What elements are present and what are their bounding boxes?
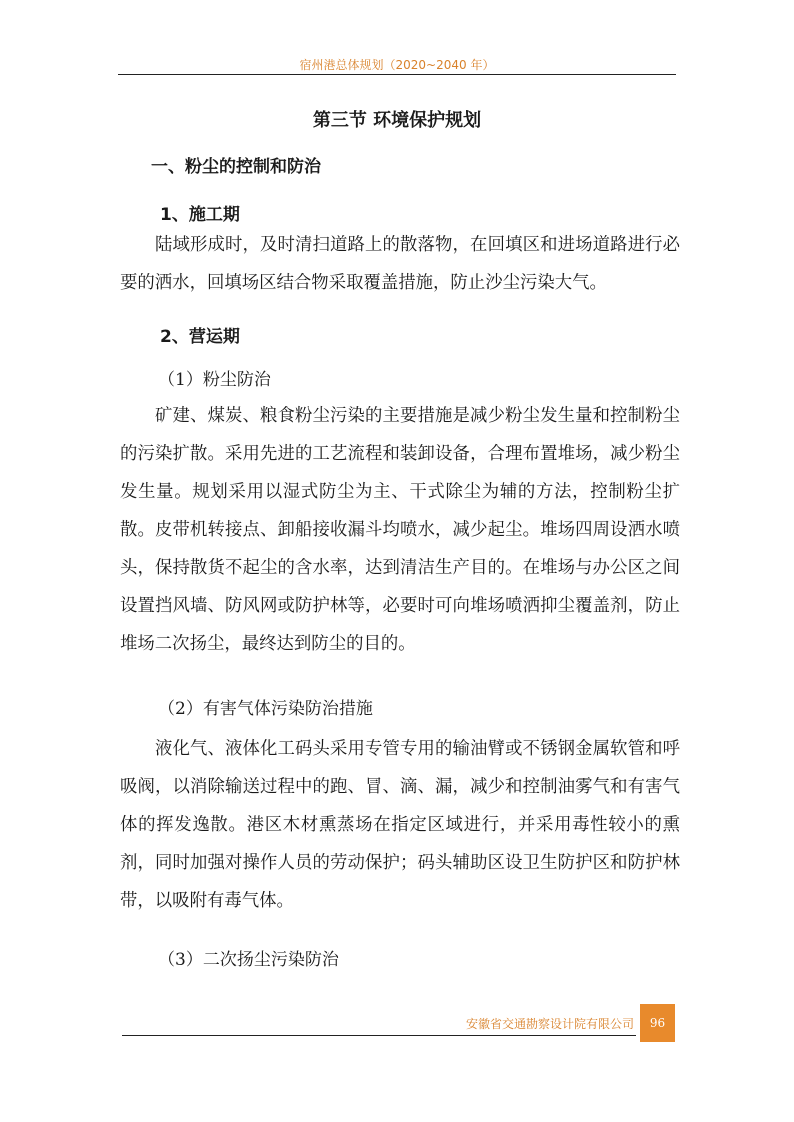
subheading-construction: 1、施工期 <box>160 205 240 225</box>
header-rule <box>118 74 676 75</box>
paragraph-construction: 陆域形成时，及时清扫道路上的散落物，在回填区和进场道路进行必要的洒水，回填场区结合物采取覆盖措施，防止沙尘污染大气。 <box>120 235 680 293</box>
running-header: 宿州港总体规划（2020~2040 年） <box>299 58 495 72</box>
item-harmful-gas: （2）有害气体污染防治措施 <box>158 699 373 719</box>
item-dust-prevention: （1）粉尘防治 <box>158 370 271 390</box>
item-secondary-dust: （3）二次扬尘污染防治 <box>158 950 339 970</box>
heading-dust-control: 一、粉尘的控制和防治 <box>151 157 321 177</box>
page-number: 96 <box>640 1004 675 1042</box>
subheading-operation: 2、营运期 <box>160 327 240 347</box>
footer-rule <box>122 1035 636 1036</box>
paragraph-harmful-gas: 液化气、液体化工码头采用专管专用的输油臂或不锈钢金属软管和呼吸阀，以消除输送过程中的跑、冒、滴、漏，减少和控制油雾气和有害气体的挥发逸散。港区木材熏蒸场在指定区域进行，并采用毒性较小的熏剂，同时加强对操作人员的劳动保护；码头辅助区设卫生防护区和防护林带，以吸附有毒气体。 <box>120 739 680 911</box>
section-title: 第三节 环境保护规划 <box>312 110 482 131</box>
paragraph-dust-prevention: 矿建、煤炭、粮食粉尘污染的主要措施是减少粉尘发生量和控制粉尘的污染扩散。采用先进的工艺流程和装卸设备，合理布置堆场，减少粉尘发生量。规划采用以湿式防尘为主、干式除尘为辅的方法，控制粉尘扩散。皮带机转接点、卸船接收漏斗均喷水，减少起尘。堆场四周设洒水喷头，保持散货不起尘的含水率，达到清洁生产目的。在堆场与办公区之间设置挡风墙、防风网或防护林等，必要时可向堆场喷洒抑尘覆盖剂，防止堆场二次扬尘，最终达到防尘的目的。 <box>120 406 680 654</box>
footer-company: 安徽省交通勘察设计院有限公司 <box>465 1017 634 1031</box>
